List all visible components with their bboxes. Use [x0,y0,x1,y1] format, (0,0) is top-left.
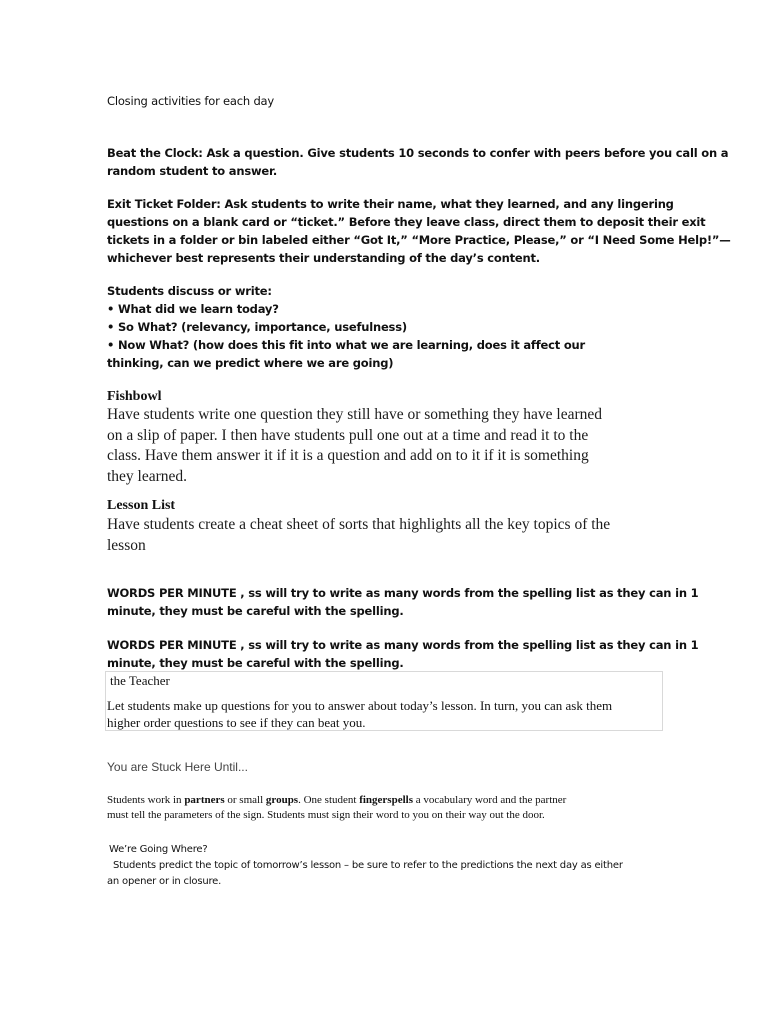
fingerspell-paragraph [107,793,566,823]
exit-ticket-line: Exit Ticket Folder: Ask students to write their name, what they learned, and any lingering [107,197,674,211]
going-where-line: Students predict the topic of tomorrow’s lesson – be sure to refer to the predictions the next day as either [107,860,623,871]
words-per-minute-line: WORDS PER MINUTE , ss will try to write as many words from the spelling list as they can in 1 [107,638,699,652]
fingerspell-bold-term: groups [265,794,299,806]
fishbowl-line: they learned. [107,467,188,485]
fishbowl-paragraph [107,405,602,487]
fingerspell-text: Students work in [107,794,185,806]
discuss-line: Students discuss or write: [107,284,272,298]
words-per-minute-line: minute, they must be careful with the spelling. [107,656,404,670]
going-where-paragraph [107,858,623,890]
words-per-minute-line: minute, they must be careful with the spelling. [107,604,404,618]
fingerspell-text: or small [224,794,266,806]
exit-ticket-line: tickets in a folder or bin labeled either “Got It,” “More Practice, Please,” or “I Need Some Help!”— [107,233,731,247]
exit-ticket-line: whichever best represents their understanding of the day’s content. [107,251,540,265]
fishbowl-heading: Fishbowl [107,389,162,404]
discuss-bullet: • Now What? (how does this fit into what we are learning, does it affect our [107,338,586,352]
lesson-list-line: lesson [107,536,146,554]
fishbowl-line: Have students write one question they still have or something they have learned [107,406,603,423]
fishbowl-line: on a slip of paper. I then have students pull one out at a time and read it to the [107,426,589,444]
words-per-minute-line: WORDS PER MINUTE , ss will try to write as many words from the spelling list as they can in 1 [107,586,699,600]
going-where-line: an opener or in closure. [107,876,222,887]
going-where-heading: We’re Going Where? [109,844,208,855]
teacher-line: Let students make up questions for you to answer about today’s lesson. In turn, you can ask them [107,698,613,713]
fingerspell-line: must tell the parameters of the sign. Students must sign their word to you on their way out the door. [107,809,545,821]
lesson-list-line: Have students create a cheat sheet of sorts that highlights all the key topics of the [107,516,611,533]
beat-the-clock-line: random student to answer. [107,164,278,178]
discuss-bullet: • So What? (relevancy, importance, usefulness) [107,320,407,334]
discuss-bullet: • What did we learn today? [107,302,279,316]
fingerspell-text: . One student [298,794,360,806]
stuck-here-heading: You are Stuck Here Until... [107,760,248,774]
fingerspell-bold-term: partners [184,794,225,806]
lesson-list-paragraph [107,515,610,556]
lesson-list-heading: Lesson List [107,498,176,513]
fishbowl-line: class. Have them answer it if it is a question and add on to it if it is something [107,447,589,464]
words-per-minute-paragraph [107,584,698,620]
fingerspell-text: a vocabulary word and the partner [412,794,567,806]
teacher-paragraph [107,697,612,731]
teacher-heading: the Teacher [110,673,170,688]
beat-the-clock-line: Beat the Clock: Ask a question. Give students 10 seconds to confer with peers before you call on a [107,146,729,160]
discuss-line: thinking, can we predict where we are going) [107,356,394,370]
beat-the-clock-paragraph [107,144,728,180]
exit-ticket-paragraph [107,195,731,267]
page-title: Closing activities for each day [107,94,275,108]
teacher-line: higher order questions to see if they can beat you. [107,715,366,730]
discuss-paragraph [107,282,585,372]
words-per-minute-paragraph-repeat [107,636,698,672]
fingerspell-bold-term: fingerspells [359,794,413,806]
exit-ticket-line: questions on a blank card or “ticket.” Before they leave class, direct them to deposit their exit [107,215,706,229]
fingerspell-line [107,793,566,808]
